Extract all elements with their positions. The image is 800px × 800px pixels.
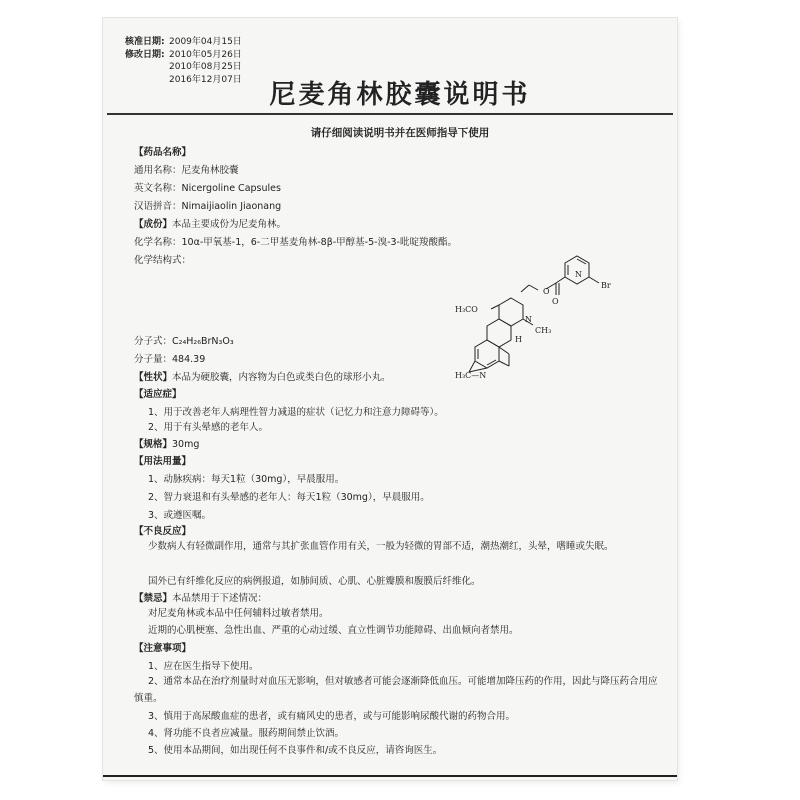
ingredients-line	[134, 216, 286, 230]
molecular-formula: 分子式：C₂₄H₂₆BrN₃O₃	[134, 336, 234, 347]
ingredients-heading: 【成份】	[134, 219, 173, 230]
pyridine-nitrogen-label: N	[575, 270, 582, 279]
indole-nmethyl-label: H₃C—N	[455, 371, 487, 380]
n-methyl-label: CH₃	[535, 326, 552, 335]
indications-heading: 【适应症】	[134, 389, 182, 400]
contraindication-item: 对尼麦角林或本品中任何辅料过敏者禁用。	[148, 608, 329, 619]
dosage-item: 1、动脉疾病：每天1粒（30mg），早晨服用。	[148, 474, 345, 485]
contraindications-text: 本品禁用于下述情况：	[172, 593, 268, 604]
methoxy-label: H₃CO	[455, 305, 478, 314]
date-row: 修改日期: 2010年05月26日	[125, 49, 242, 60]
properties-text: 本品为硬胶囊，内容物为白色或类白色的球形小丸。	[172, 372, 391, 383]
pinyin-name: 汉语拼音：Nimaijiaolin Jiaonang	[134, 201, 282, 212]
contraindications-heading: 【禁忌】	[134, 593, 173, 604]
generic-name: 通用名称：尼麦角林胶囊	[134, 165, 239, 176]
precaution-item: 3、慎用于高尿酸血症的患者，或有痛风史的患者，或与可能影响尿酸代谢的药物合用。	[148, 711, 516, 722]
spec-line	[134, 436, 199, 450]
carbonyl-oxygen-label: O	[552, 297, 559, 306]
ester-oxygen-label: O	[543, 287, 550, 296]
english-name: 英文名称：Nicergoline Capsules	[134, 183, 281, 194]
indication-item: 2、用于有头晕感的老年人。	[148, 422, 269, 433]
spec-heading: 【规格】	[134, 439, 173, 450]
indication-item: 1、用于改善老年人病理性智力减退的症状（记忆力和注意力障碍等）。	[148, 407, 444, 418]
properties-heading: 【性状】	[134, 372, 173, 383]
properties-line	[134, 369, 391, 383]
ring-nitrogen-label: N	[525, 315, 532, 324]
spec-text: 30mg	[172, 439, 200, 450]
date-row: 2010年08月25日	[169, 62, 242, 72]
precaution-item: 4、肾功能不良者应减量。服药期间禁止饮酒。	[148, 728, 345, 739]
bottom-rule	[103, 775, 677, 777]
contraindication-item: 近期的心肌梗塞、急性出血、严重的心动过缓、直立性调节功能障碍、出血倾向者禁用。	[148, 625, 519, 636]
adverse-paragraph-1: 少数病人有轻微副作用，通常与其扩张血管作用有关，一般为轻微的胃部不适，潮热潮红，头晕，嗜睡或失眠。	[148, 541, 614, 552]
drug-name-heading: 【药品名称】	[134, 147, 192, 158]
date-row: 2016年12月07日	[169, 74, 242, 85]
contraindications-line	[134, 590, 267, 604]
title-rule	[107, 113, 673, 115]
adverse-heading: 【不良反应】	[134, 526, 192, 537]
usage-notice: 请仔细阅读说明书并在医师指导下使用	[310, 127, 490, 139]
adverse-paragraph-2: 国外已有纤维化反应的病例报道，如肺间质、心肌、心脏瓣膜和腹膜后纤维化。	[148, 576, 481, 587]
precautions-heading: 【注意事项】	[134, 643, 192, 654]
bromine-label: Br	[601, 281, 611, 290]
date-row: 核准日期: 2009年04月15日	[125, 37, 242, 47]
dosage-item: 3、或遵医嘱。	[148, 510, 212, 521]
chemical-structure-diagram	[455, 250, 620, 390]
precaution-item: 2、通常本品在治疗剂量时对血压无影响，但对敏感者可能会逐渐降低血压。可能增加降压药的作用，因此与降压药合用应慎重。	[134, 676, 658, 704]
dosage-item: 2、智力衰退和有头晕感的老年人：每天1粒（30mg），早晨服用。	[148, 492, 430, 503]
ingredients-text: 本品主要成份为尼麦角林。	[172, 219, 287, 230]
document-title: 尼麦角林胶囊说明书	[269, 80, 531, 110]
molecular-weight: 分子量：484.39	[134, 354, 206, 365]
structure-label: 化学结构式：	[134, 255, 192, 266]
precaution-item: 1、应在医生指导下使用。	[148, 661, 259, 672]
chemical-name: 化学名称：10α-甲氧基-1，6-二甲基麦角林-8β-甲醇基-5-溴-3-吡啶羧酸酯。	[134, 237, 457, 248]
dosage-heading: 【用法用量】	[134, 456, 192, 467]
hydrogen-label: H	[515, 335, 522, 344]
precaution-item: 5、使用本品期间，如出现任何不良事件和/或不良反应，请咨询医生。	[148, 745, 443, 756]
